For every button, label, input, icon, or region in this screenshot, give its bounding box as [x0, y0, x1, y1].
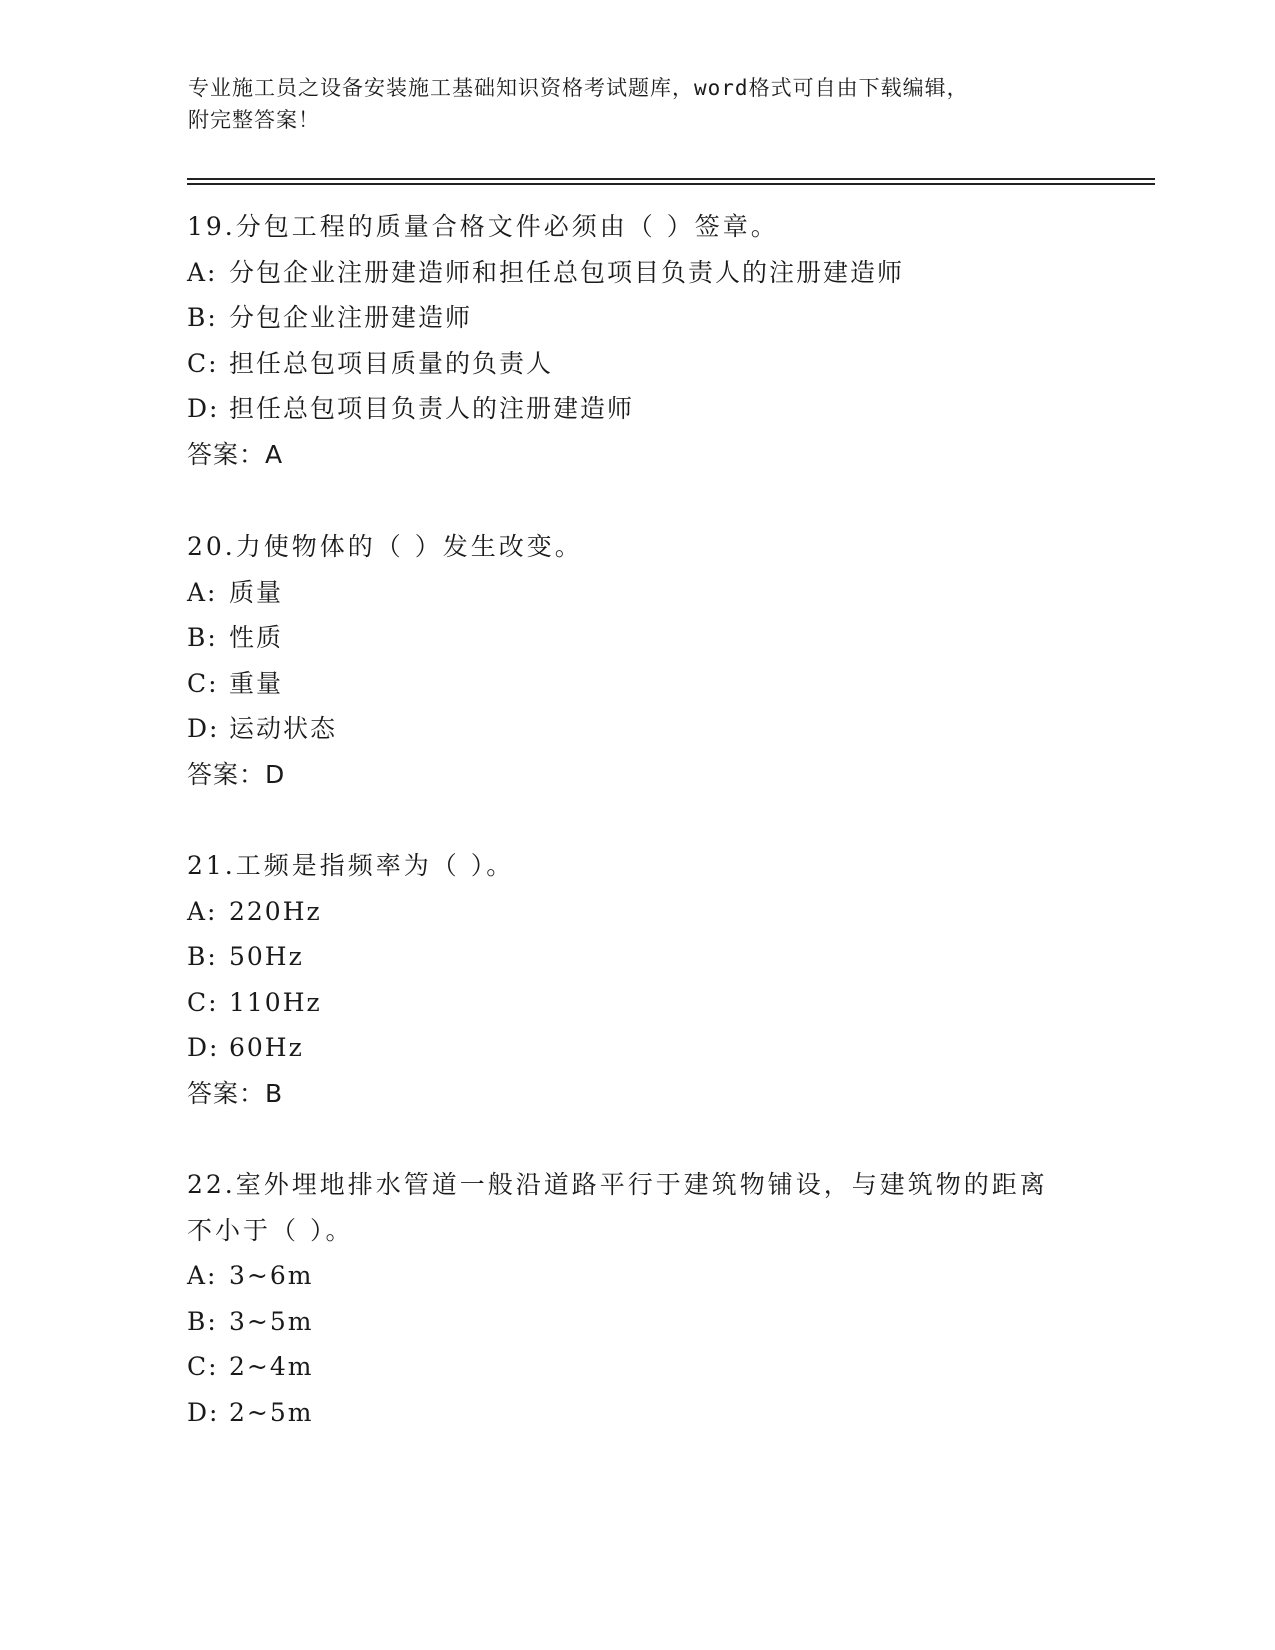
option-b — [187, 295, 1087, 341]
option-key: B: — [187, 942, 218, 971]
header-divider-top — [187, 178, 1155, 180]
option-text: 60Hz — [229, 1033, 304, 1062]
option-key: C: — [187, 668, 219, 698]
option-b — [187, 615, 1087, 661]
option-text: 分包企业注册建造师和担任总包项目负责人的注册建造师 — [229, 257, 905, 287]
answer-line: 答案：D — [187, 759, 286, 789]
option-text: 分包企业注册建造师 — [229, 303, 473, 332]
question-20 — [187, 524, 1087, 797]
question-22 — [187, 1162, 1087, 1435]
option-a — [187, 570, 1087, 616]
header-divider-bottom — [187, 183, 1155, 185]
option-text: 担任总包项目质量的负责人 — [229, 348, 554, 378]
option-text: 质量 — [229, 577, 284, 607]
option-key: A: — [187, 577, 218, 607]
answer-line: 答案：A — [187, 439, 284, 469]
question-21 — [187, 843, 1087, 1116]
option-key: D: — [187, 1397, 220, 1427]
option-text: 性质 — [229, 623, 284, 652]
option-b — [187, 934, 1087, 980]
option-a — [187, 250, 1087, 296]
option-text: 2~5m — [229, 1397, 314, 1427]
option-key: B: — [187, 1306, 218, 1336]
option-key: D: — [187, 714, 220, 743]
option-text: 220Hz — [229, 896, 322, 926]
option-c — [187, 341, 1087, 387]
option-b — [187, 1299, 1087, 1345]
option-c — [187, 980, 1087, 1026]
option-text: 运动状态 — [229, 714, 338, 743]
option-key: A: — [187, 1261, 218, 1290]
option-text: 担任总包项目负责人的注册建造师 — [229, 394, 635, 423]
option-d — [187, 706, 1087, 752]
option-c — [187, 1344, 1087, 1390]
option-a — [187, 1253, 1087, 1299]
question-stem: 21.工频是指频率为（ ）。 — [187, 851, 515, 880]
option-c — [187, 661, 1087, 707]
document-header — [188, 72, 1068, 136]
option-text: 3~6m — [229, 1261, 314, 1290]
option-d — [187, 1025, 1087, 1071]
option-d — [187, 386, 1087, 432]
option-key: D: — [187, 1033, 220, 1062]
option-key: A: — [187, 896, 218, 926]
option-text: 50Hz — [229, 942, 304, 971]
option-key: C: — [187, 987, 219, 1017]
question-19 — [187, 204, 1087, 477]
option-text: 3~5m — [229, 1306, 314, 1336]
option-text: 110Hz — [229, 987, 322, 1017]
question-stem: 22.室外埋地排水管道一般沿道路平行于建筑物铺设，与建筑物的距离 — [187, 1170, 1048, 1199]
option-key: C: — [187, 348, 219, 378]
question-stem-continued: 不小于（ ）。 — [187, 1215, 354, 1245]
header-line-1: 专业施工员之设备安装施工基础知识资格考试题库，word格式可自由下载编辑， — [188, 76, 969, 100]
answer-line: 答案：B — [187, 1078, 284, 1108]
option-key: C: — [187, 1352, 219, 1381]
question-stem: 19.分包工程的质量合格文件必须由（ ）签章。 — [187, 212, 779, 241]
question-stem: 20.力使物体的（ ）发生改变。 — [187, 532, 583, 561]
option-key: D: — [187, 394, 220, 423]
option-key: B: — [187, 623, 218, 652]
option-text: 重量 — [229, 668, 284, 698]
option-d — [187, 1390, 1087, 1436]
option-key: A: — [187, 257, 218, 287]
option-text: 2~4m — [229, 1352, 314, 1381]
header-line-2: 附完整答案！ — [188, 108, 320, 132]
option-a — [187, 889, 1087, 935]
option-key: B: — [187, 303, 218, 332]
